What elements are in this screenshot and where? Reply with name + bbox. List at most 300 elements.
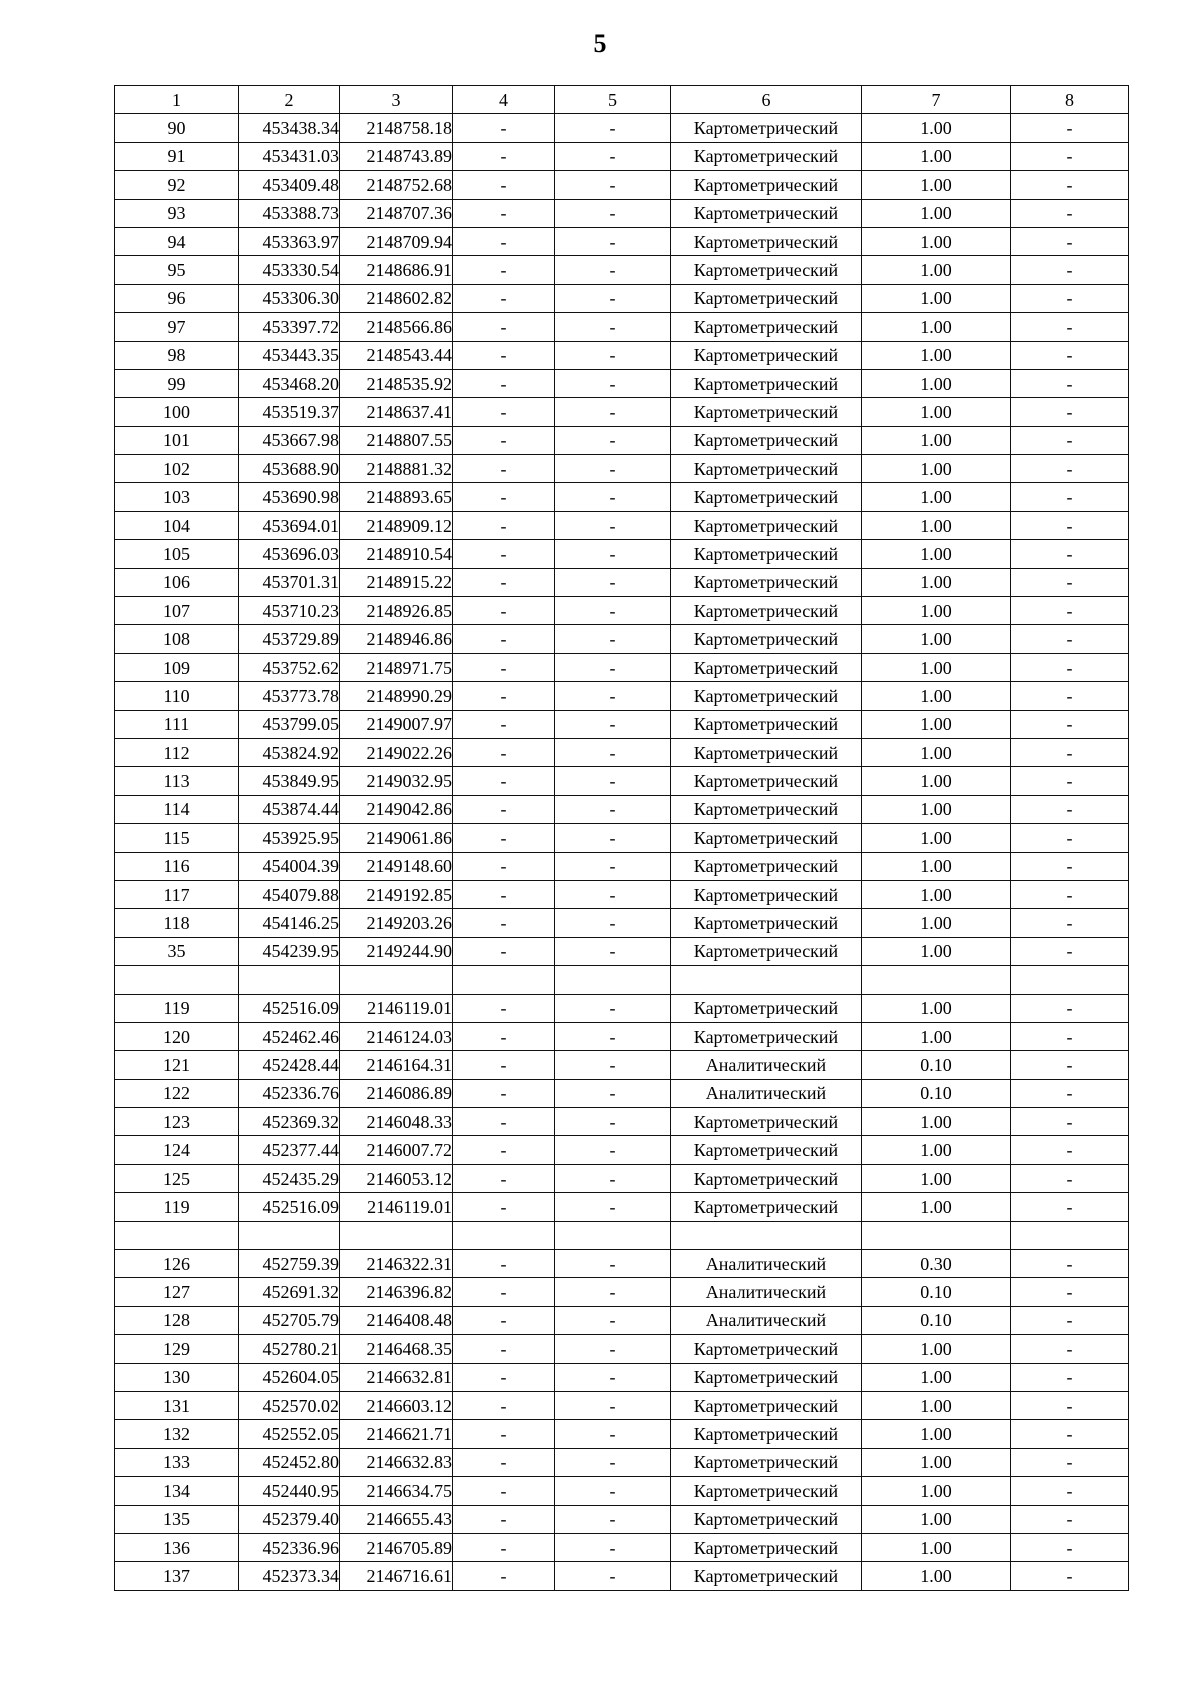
x-coordinate-cell: 453409.48	[239, 171, 340, 199]
col4-cell: -	[453, 1136, 555, 1164]
col5-cell: -	[555, 369, 671, 397]
method-cell: Картометрический	[671, 1477, 862, 1505]
col8-cell: -	[1011, 738, 1129, 766]
y-coordinate-cell: 2148946.86	[340, 625, 453, 653]
x-coordinate-cell: 453688.90	[239, 455, 340, 483]
col4-cell: -	[453, 1250, 555, 1278]
col8-cell: -	[1011, 256, 1129, 284]
col8-cell: -	[1011, 199, 1129, 227]
point-number-cell: 98	[115, 341, 239, 369]
point-number-cell: 99	[115, 369, 239, 397]
col4-cell: -	[453, 284, 555, 312]
table-row	[115, 114, 1129, 142]
accuracy-cell	[862, 1221, 1011, 1249]
col8-cell: -	[1011, 426, 1129, 454]
point-number-cell: 110	[115, 682, 239, 710]
accuracy-cell: 1.00	[862, 1448, 1011, 1476]
col5-cell: -	[555, 682, 671, 710]
col4-cell: -	[453, 1022, 555, 1050]
col5-cell: -	[555, 426, 671, 454]
col8-cell: -	[1011, 597, 1129, 625]
point-number-cell: 118	[115, 909, 239, 937]
col8-cell: -	[1011, 1562, 1129, 1590]
x-coordinate-cell: 452377.44	[239, 1136, 340, 1164]
y-coordinate-cell: 2149203.26	[340, 909, 453, 937]
table-row	[115, 341, 1129, 369]
accuracy-cell: 1.00	[862, 625, 1011, 653]
method-cell: Картометрический	[671, 1164, 862, 1192]
col4-cell: -	[453, 398, 555, 426]
table-row	[115, 824, 1129, 852]
col4-cell: -	[453, 1363, 555, 1391]
table-row	[115, 1079, 1129, 1107]
point-number-cell: 116	[115, 852, 239, 880]
point-number-cell: 131	[115, 1391, 239, 1419]
point-number-cell: 95	[115, 256, 239, 284]
table-row	[115, 568, 1129, 596]
table-row	[115, 483, 1129, 511]
point-number-cell: 130	[115, 1363, 239, 1391]
col8-cell: -	[1011, 1136, 1129, 1164]
accuracy-cell: 0.10	[862, 1079, 1011, 1107]
table-row	[115, 852, 1129, 880]
col5-cell: -	[555, 1250, 671, 1278]
table-row	[115, 1136, 1129, 1164]
point-number-cell: 132	[115, 1420, 239, 1448]
y-coordinate-cell: 2149022.26	[340, 738, 453, 766]
point-number-cell: 103	[115, 483, 239, 511]
point-number-cell: 122	[115, 1079, 239, 1107]
col4-cell: -	[453, 540, 555, 568]
col5-cell: -	[555, 1193, 671, 1221]
x-coordinate-cell: 453752.62	[239, 653, 340, 681]
point-number-cell: 93	[115, 199, 239, 227]
x-coordinate-cell: 453710.23	[239, 597, 340, 625]
method-cell: Картометрический	[671, 767, 862, 795]
point-number-cell: 35	[115, 937, 239, 965]
header-cell: 1	[115, 86, 239, 114]
point-number-cell: 90	[115, 114, 239, 142]
accuracy-cell: 1.00	[862, 994, 1011, 1022]
accuracy-cell: 1.00	[862, 256, 1011, 284]
col8-cell: -	[1011, 341, 1129, 369]
table-row	[115, 369, 1129, 397]
x-coordinate-cell: 453438.34	[239, 114, 340, 142]
point-number-cell: 100	[115, 398, 239, 426]
accuracy-cell: 0.10	[862, 1051, 1011, 1079]
col5-cell: -	[555, 114, 671, 142]
y-coordinate-cell: 2149148.60	[340, 852, 453, 880]
method-cell: Аналитический	[671, 1278, 862, 1306]
method-cell: Картометрический	[671, 1363, 862, 1391]
col5-cell: -	[555, 1505, 671, 1533]
col8-cell: -	[1011, 1335, 1129, 1363]
col8-cell: -	[1011, 994, 1129, 1022]
y-coordinate-cell: 2148915.22	[340, 568, 453, 596]
point-number-cell: 121	[115, 1051, 239, 1079]
col5-cell: -	[555, 994, 671, 1022]
accuracy-cell: 1.00	[862, 398, 1011, 426]
col4-cell: -	[453, 256, 555, 284]
col5-cell: -	[555, 1363, 671, 1391]
accuracy-cell: 1.00	[862, 284, 1011, 312]
y-coordinate-cell: 2148926.85	[340, 597, 453, 625]
x-coordinate-cell: 453849.95	[239, 767, 340, 795]
x-coordinate-cell: 452516.09	[239, 994, 340, 1022]
col5-cell: -	[555, 1477, 671, 1505]
y-coordinate-cell: 2148971.75	[340, 653, 453, 681]
method-cell: Картометрический	[671, 568, 862, 596]
col5-cell: -	[555, 1306, 671, 1334]
col8-cell: -	[1011, 795, 1129, 823]
col4-cell: -	[453, 142, 555, 170]
x-coordinate-cell: 452435.29	[239, 1164, 340, 1192]
method-cell: Картометрический	[671, 398, 862, 426]
accuracy-cell: 1.00	[862, 880, 1011, 908]
accuracy-cell: 1.00	[862, 1335, 1011, 1363]
col8-cell: -	[1011, 880, 1129, 908]
x-coordinate-cell: 454146.25	[239, 909, 340, 937]
point-number-cell: 119	[115, 994, 239, 1022]
col8-cell: -	[1011, 313, 1129, 341]
col8-cell: -	[1011, 1079, 1129, 1107]
accuracy-cell: 0.10	[862, 1306, 1011, 1334]
col5-cell: -	[555, 568, 671, 596]
header-cell: 5	[555, 86, 671, 114]
col5-cell: -	[555, 795, 671, 823]
col5-cell: -	[555, 1562, 671, 1590]
header-cell: 6	[671, 86, 862, 114]
y-coordinate-cell: 2146396.82	[340, 1278, 453, 1306]
accuracy-cell: 1.00	[862, 852, 1011, 880]
col5-cell: -	[555, 511, 671, 539]
y-coordinate-cell: 2148709.94	[340, 227, 453, 255]
y-coordinate-cell: 2149192.85	[340, 880, 453, 908]
col8-cell: -	[1011, 767, 1129, 795]
col4-cell: -	[453, 199, 555, 227]
method-cell: Картометрический	[671, 256, 862, 284]
method-cell: Картометрический	[671, 483, 862, 511]
point-number-cell: 136	[115, 1533, 239, 1561]
y-coordinate-cell: 2146468.35	[340, 1335, 453, 1363]
col4-cell: -	[453, 568, 555, 596]
table-row	[115, 767, 1129, 795]
col4-cell: -	[453, 653, 555, 681]
col8-cell: -	[1011, 1306, 1129, 1334]
col4-cell: -	[453, 1164, 555, 1192]
col8-cell: -	[1011, 568, 1129, 596]
col4-cell: -	[453, 994, 555, 1022]
col8-cell: -	[1011, 369, 1129, 397]
method-cell: Картометрический	[671, 369, 862, 397]
method-cell: Аналитический	[671, 1051, 862, 1079]
table-row	[115, 1391, 1129, 1419]
col4-cell: -	[453, 483, 555, 511]
method-cell: Картометрический	[671, 1505, 862, 1533]
table-row	[115, 1533, 1129, 1561]
x-coordinate-cell: 452428.44	[239, 1051, 340, 1079]
y-coordinate-cell: 2146164.31	[340, 1051, 453, 1079]
col5-cell: -	[555, 738, 671, 766]
table-row	[115, 966, 1129, 994]
method-cell	[671, 1221, 862, 1249]
point-number-cell: 128	[115, 1306, 239, 1334]
col5-cell: -	[555, 227, 671, 255]
accuracy-cell: 1.00	[862, 1505, 1011, 1533]
method-cell: Картометрический	[671, 1022, 862, 1050]
col4-cell: -	[453, 455, 555, 483]
y-coordinate-cell: 2146048.33	[340, 1108, 453, 1136]
x-coordinate-cell: 453306.30	[239, 284, 340, 312]
col5-cell: -	[555, 256, 671, 284]
method-cell: Картометрический	[671, 597, 862, 625]
method-cell: Картометрический	[671, 142, 862, 170]
x-coordinate-cell: 453443.35	[239, 341, 340, 369]
x-coordinate-cell: 453388.73	[239, 199, 340, 227]
col4-cell: -	[453, 369, 555, 397]
accuracy-cell: 1.00	[862, 653, 1011, 681]
coordinates-table	[114, 85, 1129, 1591]
point-number-cell: 104	[115, 511, 239, 539]
method-cell: Картометрический	[671, 426, 862, 454]
point-number-cell: 124	[115, 1136, 239, 1164]
point-number-cell: 107	[115, 597, 239, 625]
col5-cell: -	[555, 455, 671, 483]
col4-cell: -	[453, 880, 555, 908]
point-number-cell: 109	[115, 653, 239, 681]
y-coordinate-cell: 2146621.71	[340, 1420, 453, 1448]
method-cell: Картометрический	[671, 795, 862, 823]
col5-cell: -	[555, 313, 671, 341]
table-row	[115, 540, 1129, 568]
table-row	[115, 937, 1129, 965]
x-coordinate-cell: 452440.95	[239, 1477, 340, 1505]
col4-cell: -	[453, 795, 555, 823]
method-cell: Картометрический	[671, 710, 862, 738]
col4-cell	[453, 1221, 555, 1249]
col5-cell: -	[555, 767, 671, 795]
y-coordinate-cell: 2149244.90	[340, 937, 453, 965]
table-row	[115, 1022, 1129, 1050]
method-cell: Картометрический	[671, 852, 862, 880]
col5-cell: -	[555, 824, 671, 852]
col4-cell: -	[453, 426, 555, 454]
table-row	[115, 398, 1129, 426]
accuracy-cell: 1.00	[862, 1562, 1011, 1590]
x-coordinate-cell: 454004.39	[239, 852, 340, 880]
accuracy-cell: 1.00	[862, 114, 1011, 142]
col8-cell: -	[1011, 540, 1129, 568]
col5-cell: -	[555, 653, 671, 681]
accuracy-cell: 1.00	[862, 341, 1011, 369]
x-coordinate-cell: 453330.54	[239, 256, 340, 284]
col8-cell: -	[1011, 937, 1129, 965]
point-number-cell: 111	[115, 710, 239, 738]
col8-cell: -	[1011, 710, 1129, 738]
x-coordinate-cell: 452369.32	[239, 1108, 340, 1136]
col4-cell: -	[453, 1278, 555, 1306]
col4-cell: -	[453, 937, 555, 965]
point-number-cell: 123	[115, 1108, 239, 1136]
col4-cell: -	[453, 1051, 555, 1079]
accuracy-cell: 1.00	[862, 682, 1011, 710]
col8-cell: -	[1011, 1505, 1129, 1533]
table-row	[115, 142, 1129, 170]
col4-cell: -	[453, 1562, 555, 1590]
method-cell: Картометрический	[671, 540, 862, 568]
col5-cell: -	[555, 142, 671, 170]
method-cell: Картометрический	[671, 909, 862, 937]
y-coordinate-cell: 2146119.01	[340, 1193, 453, 1221]
table-row	[115, 710, 1129, 738]
accuracy-cell: 1.00	[862, 824, 1011, 852]
table-row	[115, 1335, 1129, 1363]
header-cell: 2	[239, 86, 340, 114]
col5-cell: -	[555, 540, 671, 568]
accuracy-cell: 1.00	[862, 909, 1011, 937]
col4-cell: -	[453, 313, 555, 341]
y-coordinate-cell: 2146408.48	[340, 1306, 453, 1334]
table-row	[115, 880, 1129, 908]
col4-cell: -	[453, 1391, 555, 1419]
method-cell: Картометрический	[671, 1420, 862, 1448]
col5-cell: -	[555, 1278, 671, 1306]
col8-cell: -	[1011, 1420, 1129, 1448]
col5-cell	[555, 1221, 671, 1249]
col4-cell: -	[453, 171, 555, 199]
accuracy-cell: 1.00	[862, 369, 1011, 397]
table-row	[115, 738, 1129, 766]
table-row	[115, 171, 1129, 199]
x-coordinate-cell: 452516.09	[239, 1193, 340, 1221]
col5-cell: -	[555, 1079, 671, 1107]
y-coordinate-cell: 2148752.68	[340, 171, 453, 199]
col5-cell: -	[555, 909, 671, 937]
method-cell: Картометрический	[671, 937, 862, 965]
method-cell: Картометрический	[671, 994, 862, 1022]
y-coordinate-cell: 2146632.81	[340, 1363, 453, 1391]
col8-cell: -	[1011, 142, 1129, 170]
table-row	[115, 653, 1129, 681]
method-cell: Картометрический	[671, 682, 862, 710]
method-cell: Картометрический	[671, 738, 862, 766]
method-cell: Картометрический	[671, 171, 862, 199]
x-coordinate-cell: 453690.98	[239, 483, 340, 511]
y-coordinate-cell: 2148881.32	[340, 455, 453, 483]
col5-cell: -	[555, 199, 671, 227]
y-coordinate-cell: 2149061.86	[340, 824, 453, 852]
x-coordinate-cell: 452780.21	[239, 1335, 340, 1363]
table-row	[115, 1363, 1129, 1391]
x-coordinate-cell: 453667.98	[239, 426, 340, 454]
x-coordinate-cell: 452452.80	[239, 1448, 340, 1476]
x-coordinate-cell: 453431.03	[239, 142, 340, 170]
point-number-cell: 127	[115, 1278, 239, 1306]
col8-cell: -	[1011, 1250, 1129, 1278]
col8-cell: -	[1011, 909, 1129, 937]
table-row	[115, 597, 1129, 625]
y-coordinate-cell: 2146086.89	[340, 1079, 453, 1107]
accuracy-cell: 1.00	[862, 1164, 1011, 1192]
y-coordinate-cell: 2146053.12	[340, 1164, 453, 1192]
col5-cell: -	[555, 1051, 671, 1079]
method-cell: Картометрический	[671, 1335, 862, 1363]
method-cell: Картометрический	[671, 313, 862, 341]
col8-cell: -	[1011, 1391, 1129, 1419]
header-row	[115, 86, 1129, 114]
x-coordinate-cell: 452759.39	[239, 1250, 340, 1278]
col8-cell: -	[1011, 1193, 1129, 1221]
y-coordinate-cell: 2149032.95	[340, 767, 453, 795]
point-number-cell: 102	[115, 455, 239, 483]
point-number-cell: 126	[115, 1250, 239, 1278]
method-cell: Картометрический	[671, 1562, 862, 1590]
col5-cell: -	[555, 597, 671, 625]
col4-cell: -	[453, 767, 555, 795]
point-number-cell: 117	[115, 880, 239, 908]
col5-cell: -	[555, 1108, 671, 1136]
point-number-cell: 115	[115, 824, 239, 852]
col5-cell: -	[555, 483, 671, 511]
y-coordinate-cell: 2148807.55	[340, 426, 453, 454]
table-row	[115, 1278, 1129, 1306]
accuracy-cell: 1.00	[862, 313, 1011, 341]
y-coordinate-cell	[340, 1221, 453, 1249]
col8-cell: -	[1011, 852, 1129, 880]
method-cell	[671, 966, 862, 994]
method-cell: Картометрический	[671, 1448, 862, 1476]
x-coordinate-cell: 452379.40	[239, 1505, 340, 1533]
col4-cell	[453, 966, 555, 994]
x-coordinate-cell: 453874.44	[239, 795, 340, 823]
accuracy-cell: 1.00	[862, 795, 1011, 823]
col4-cell: -	[453, 710, 555, 738]
y-coordinate-cell: 2146322.31	[340, 1250, 453, 1278]
method-cell: Картометрический	[671, 1136, 862, 1164]
col5-cell: -	[555, 880, 671, 908]
method-cell: Картометрический	[671, 824, 862, 852]
col4-cell: -	[453, 1335, 555, 1363]
x-coordinate-cell: 454239.95	[239, 937, 340, 965]
x-coordinate-cell: 452691.32	[239, 1278, 340, 1306]
accuracy-cell: 1.00	[862, 142, 1011, 170]
point-number-cell: 108	[115, 625, 239, 653]
col8-cell: -	[1011, 455, 1129, 483]
x-coordinate-cell: 453694.01	[239, 511, 340, 539]
accuracy-cell: 1.00	[862, 227, 1011, 255]
col8-cell: -	[1011, 682, 1129, 710]
table-row	[115, 1420, 1129, 1448]
table-row	[115, 1505, 1129, 1533]
y-coordinate-cell: 2146705.89	[340, 1533, 453, 1561]
x-coordinate-cell: 452336.96	[239, 1533, 340, 1561]
accuracy-cell: 1.00	[862, 511, 1011, 539]
point-number-cell: 96	[115, 284, 239, 312]
table-body	[115, 114, 1129, 1590]
x-coordinate-cell: 453799.05	[239, 710, 340, 738]
col4-cell: -	[453, 738, 555, 766]
point-number-cell	[115, 1221, 239, 1249]
col4-cell: -	[453, 1420, 555, 1448]
x-coordinate-cell: 453363.97	[239, 227, 340, 255]
method-cell: Картометрический	[671, 1391, 862, 1419]
col5-cell: -	[555, 1533, 671, 1561]
table-row	[115, 313, 1129, 341]
accuracy-cell: 1.00	[862, 597, 1011, 625]
col8-cell: -	[1011, 1051, 1129, 1079]
point-number-cell: 119	[115, 1193, 239, 1221]
point-number-cell: 120	[115, 1022, 239, 1050]
